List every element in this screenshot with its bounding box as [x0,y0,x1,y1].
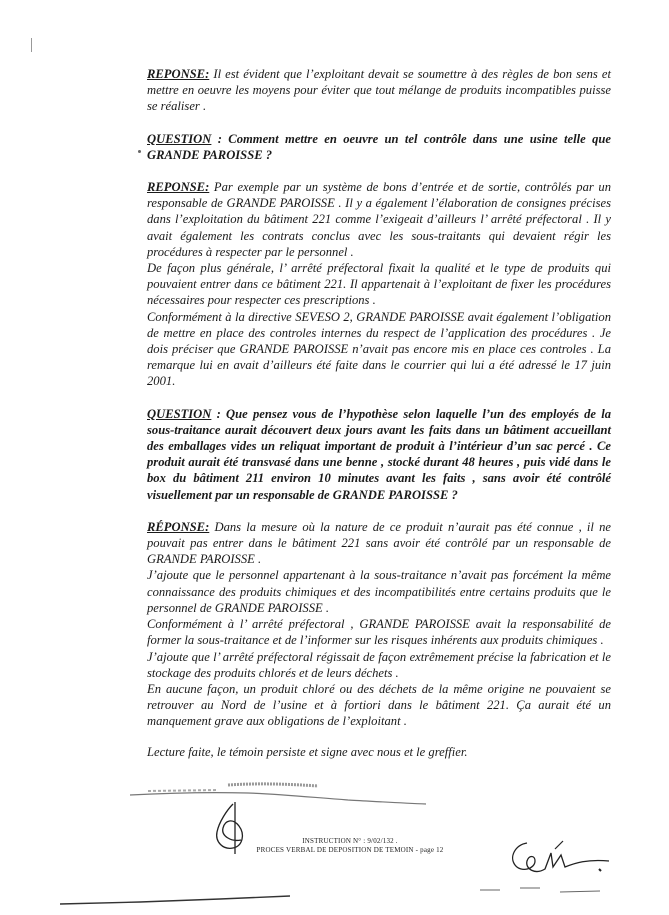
question-block [147,131,611,163]
scan-dot [138,150,141,153]
question-label: QUESTION [147,406,212,421]
clerk-signature-icon [505,835,615,880]
question-label: QUESTION [147,131,212,146]
question-text: : Que pensez vous de l’hypothèse selon laquelle l’un des employés de la sous-traitance aurait découvert deux jours avant les faits dans un bâtiment accueillant des emballages vides un reliquat important de produit à l’intérieur d’un sac percé . Ce produit aurait été transvasé dans une benne , stocké durant 48 heures , puis vidé dans le box du bâtiment 211 environ 10 minutes avant les faits , sans avoir été contrôlé visuellement par un responsable de GRANDE PAROISSE ? [147,406,611,502]
page-footer [240,837,460,855]
answer-text: J’ajoute que l’ arrêté préfectoral régissait de façon extrêmement précise la fabrication et le stockage des produits chlorés et de leurs déchets . [147,649,611,680]
answer-label: REPONSE: [147,180,210,195]
paragraph [147,131,611,163]
answer-text: Conformément à la directive SEVESO 2, GRANDE PAROISSE avait également l’obligation de mettre en place des controles internes du respect de l’application des procédures . Je dois préciser que GRANDE PAROISSE n’avait pas encore mis en place ces controles . La remarque lui en avait d’ailleurs été faite dans le courrier qui lui a été adressé le 17 juin 2001. [147,309,611,389]
paragraph [147,681,611,730]
answer-label: RÉPONSE: [147,519,210,534]
answer-text: Par exemple par un système de bons d’entrée et de sortie, contrôlés par un responsable de GRANDE PAROISSE . Il y a également l’élaboration de consignes précises dans l’exploitation du bâtiment 221 comme l’exigeait d’ailleurs l’ arrêté préfectoral . Il y avait également les contrats conclus avec les sous-traitants qui devaient régir les procédures à respecter par le personnel . [147,180,611,259]
answer-text: J’ajoute que le personnel appartenant à la sous-traitance n’avait pas forcément la même connaissance des produits chimiques et des incompatibilités entre certains produits que le personnel de GRANDE PAROISSE . [147,568,611,615]
paragraph [147,519,611,568]
paragraph [147,649,611,681]
paragraph [147,406,611,503]
closing-statement: Lecture faite, le témoin persiste et signe avec nous et le greffier. [147,745,468,759]
answer-block [147,66,611,115]
answer-block [147,519,611,730]
stamp-scribble [128,775,428,805]
paragraph [147,567,611,616]
answer-block [147,179,611,390]
answer-text: En aucune façon, un produit chloré ou des déchets de la même origine ne pouvaient se retrouver au Nord de l’usine et à fortiori dans le bâtiment 221. Ça aurait été un manquement grave aux obligations de l’exploitant . [147,681,611,729]
answer-text: De façon plus générale, l’ arrêté préfectoral fixait la qualité et le type de produits qui pouvaient entrer dans ce bâtiment 221. Il appartenait à l’exploitant de fixer les procédures nécessaires pour respecter ces prescriptions . [147,261,611,308]
instruction-number: INSTRUCTION N° : 9/02/132 . [302,837,398,845]
paragraph [147,179,611,260]
deposition-text [147,66,611,746]
proces-verbal-line: PROCES VERBAL DE DEPOSITION DE TEMOIN - page 12 [256,846,444,854]
paragraph [147,260,611,309]
paragraph [147,309,611,390]
question-text: : Comment mettre en oeuvre un tel contrôle dans une usine telle que GRANDE PAROISSE ? [147,131,611,162]
scan-edge-mark [31,38,32,52]
answer-text: Il est évident que l’exploitant devait se soumettre à des règles de bon sens et mettre en oeuvre les moyens pour éviter que tout mélange de produits incompatibles puisse se réaliser . [147,67,611,114]
paragraph [147,66,611,115]
scan-bottom-edge [60,880,620,910]
question-block [147,406,611,503]
answer-label: REPONSE: [147,67,210,81]
paragraph [147,616,611,648]
answer-text: Dans la mesure où la nature de ce produit n’aurait pas été connue , il ne pouvait pas entrer dans le bâtiment 221 sans avoir été contrôlé par un responsable de GRANDE PAROISSE . [147,519,611,567]
answer-text: Conformément à l’ arrêté préfectoral , GRANDE PAROISSE avait la responsabilité de former la sous-traitance et de l’informer sur les risques inhérents aux produits chimiques . [147,617,611,648]
